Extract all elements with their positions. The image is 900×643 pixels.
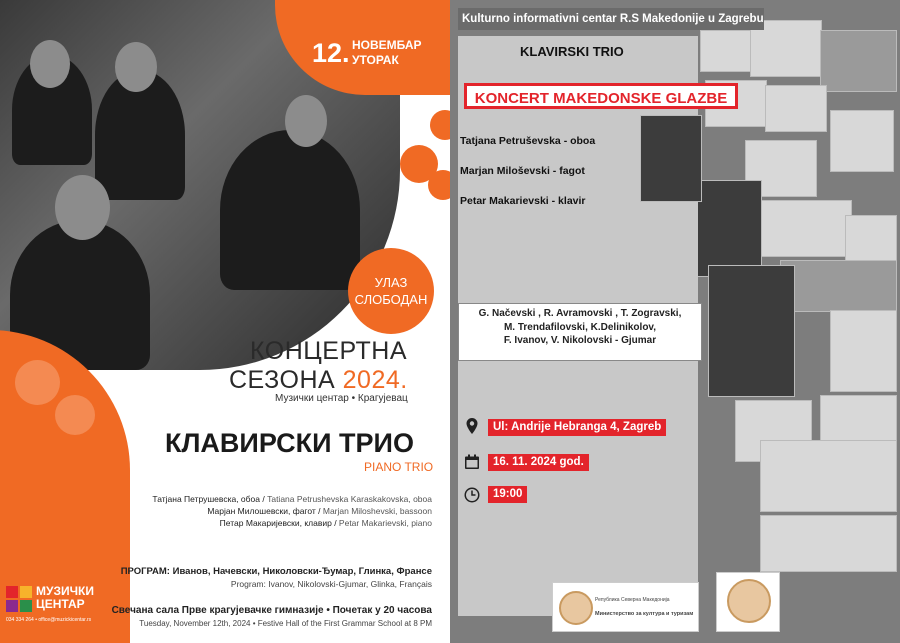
program-lat: Program: Ivanov, Nikolovski-Gjumar, Glinka, Français (230, 579, 432, 589)
logo-contact: 034 334 264 • office@muzickicentar.rs (6, 617, 92, 623)
performer-line: Марјан Милошевски, фагот / Marjan Miloshevski, bassoon (207, 506, 432, 516)
music-center-label: Музички центар • Крагујевац (275, 393, 408, 404)
poster-title-en: PIANO TRIO (364, 460, 434, 474)
collage-photo (760, 440, 897, 512)
collage-photo (780, 260, 897, 312)
decor-dot (430, 110, 450, 140)
time-tag: 19:00 (488, 486, 527, 503)
performer-item: Petar Makarievski - klavir (460, 195, 586, 207)
season-line1: КОНЦЕРТНА (250, 337, 408, 365)
seal-emblem-icon (727, 579, 771, 623)
collage-photo (750, 200, 852, 257)
collage-photo (845, 215, 897, 262)
composers-box: G. Načevski , R. Avramovski , T. Zogravski, M. Trendafilovski, K.Delinikolov, F. Ivanov, V. Nikolovski - Gjumar (458, 303, 702, 361)
date-day: 12. (312, 38, 350, 68)
ministry-seal: Република Северна Македонија Министерство за култура и туризам (552, 582, 699, 632)
collage-photo (830, 110, 894, 172)
date-month: НОВЕМБАР УТОРАК (352, 38, 422, 67)
poster-title: КЛАВИРСКИ ТРИО (165, 428, 414, 458)
music-center-logo-icon (6, 586, 32, 612)
calendar-icon (464, 454, 480, 470)
performer-item: Marjan Miloševski - fagot (460, 165, 585, 177)
free-entry-badge: УЛАЗ СЛОБОДАН (348, 248, 434, 334)
season-line2: СЕЗОНА 2024. (229, 366, 408, 394)
performer-item: Tatjana Petruševska - oboa (460, 135, 596, 147)
performer-line: Петар Макаријевски, клавир / Petar Makarievski, piano (219, 518, 432, 528)
venue-lat: Tuesday, November 12th, 2024 • Festive Hall of the First Grammar School at 8 PM (139, 619, 432, 628)
location-pin-icon (464, 418, 480, 434)
venue-cyr: Свечана сала Прве крагујевачке гимназије • Почетак у 20 часова (111, 605, 432, 616)
center-seal (716, 572, 780, 632)
decor-dot (428, 170, 450, 200)
collage-photo (708, 265, 795, 397)
clock-icon (464, 487, 480, 503)
logo-text: МУЗИЧКИ ЦЕНТАР (36, 584, 94, 611)
right-poster (450, 0, 900, 643)
photo-bassoonist (640, 115, 702, 202)
ministry-emblem-icon (559, 591, 593, 625)
collage-photo (830, 310, 897, 392)
concert-title: KONCERT MAKEDONSKE GLAZBE (464, 83, 738, 109)
address-tag: Ul: Andrije Hebranga 4, Zagreb (488, 419, 666, 436)
header-banner: Kulturno informativni centar R.S Makedonije u Zagrebu (458, 8, 764, 30)
person-bassoon (220, 130, 360, 290)
performer-line: Татјана Петрушевска, обоа / Tatiana Petrushevska Karaskakovska, oboa (152, 494, 432, 504)
collage-photo (820, 30, 897, 92)
date-tag: 16. 11. 2024 god. (488, 454, 589, 471)
collage-photo (765, 85, 827, 132)
subtitle: KLAVIRSKI TRIO (520, 44, 624, 59)
program-cyr: ПРОГРАМ: Иванов, Начевски, Николовски-Ђумар, Глинка, Франсе (120, 566, 432, 577)
collage-photo (760, 515, 897, 572)
collage-photo (700, 30, 752, 72)
